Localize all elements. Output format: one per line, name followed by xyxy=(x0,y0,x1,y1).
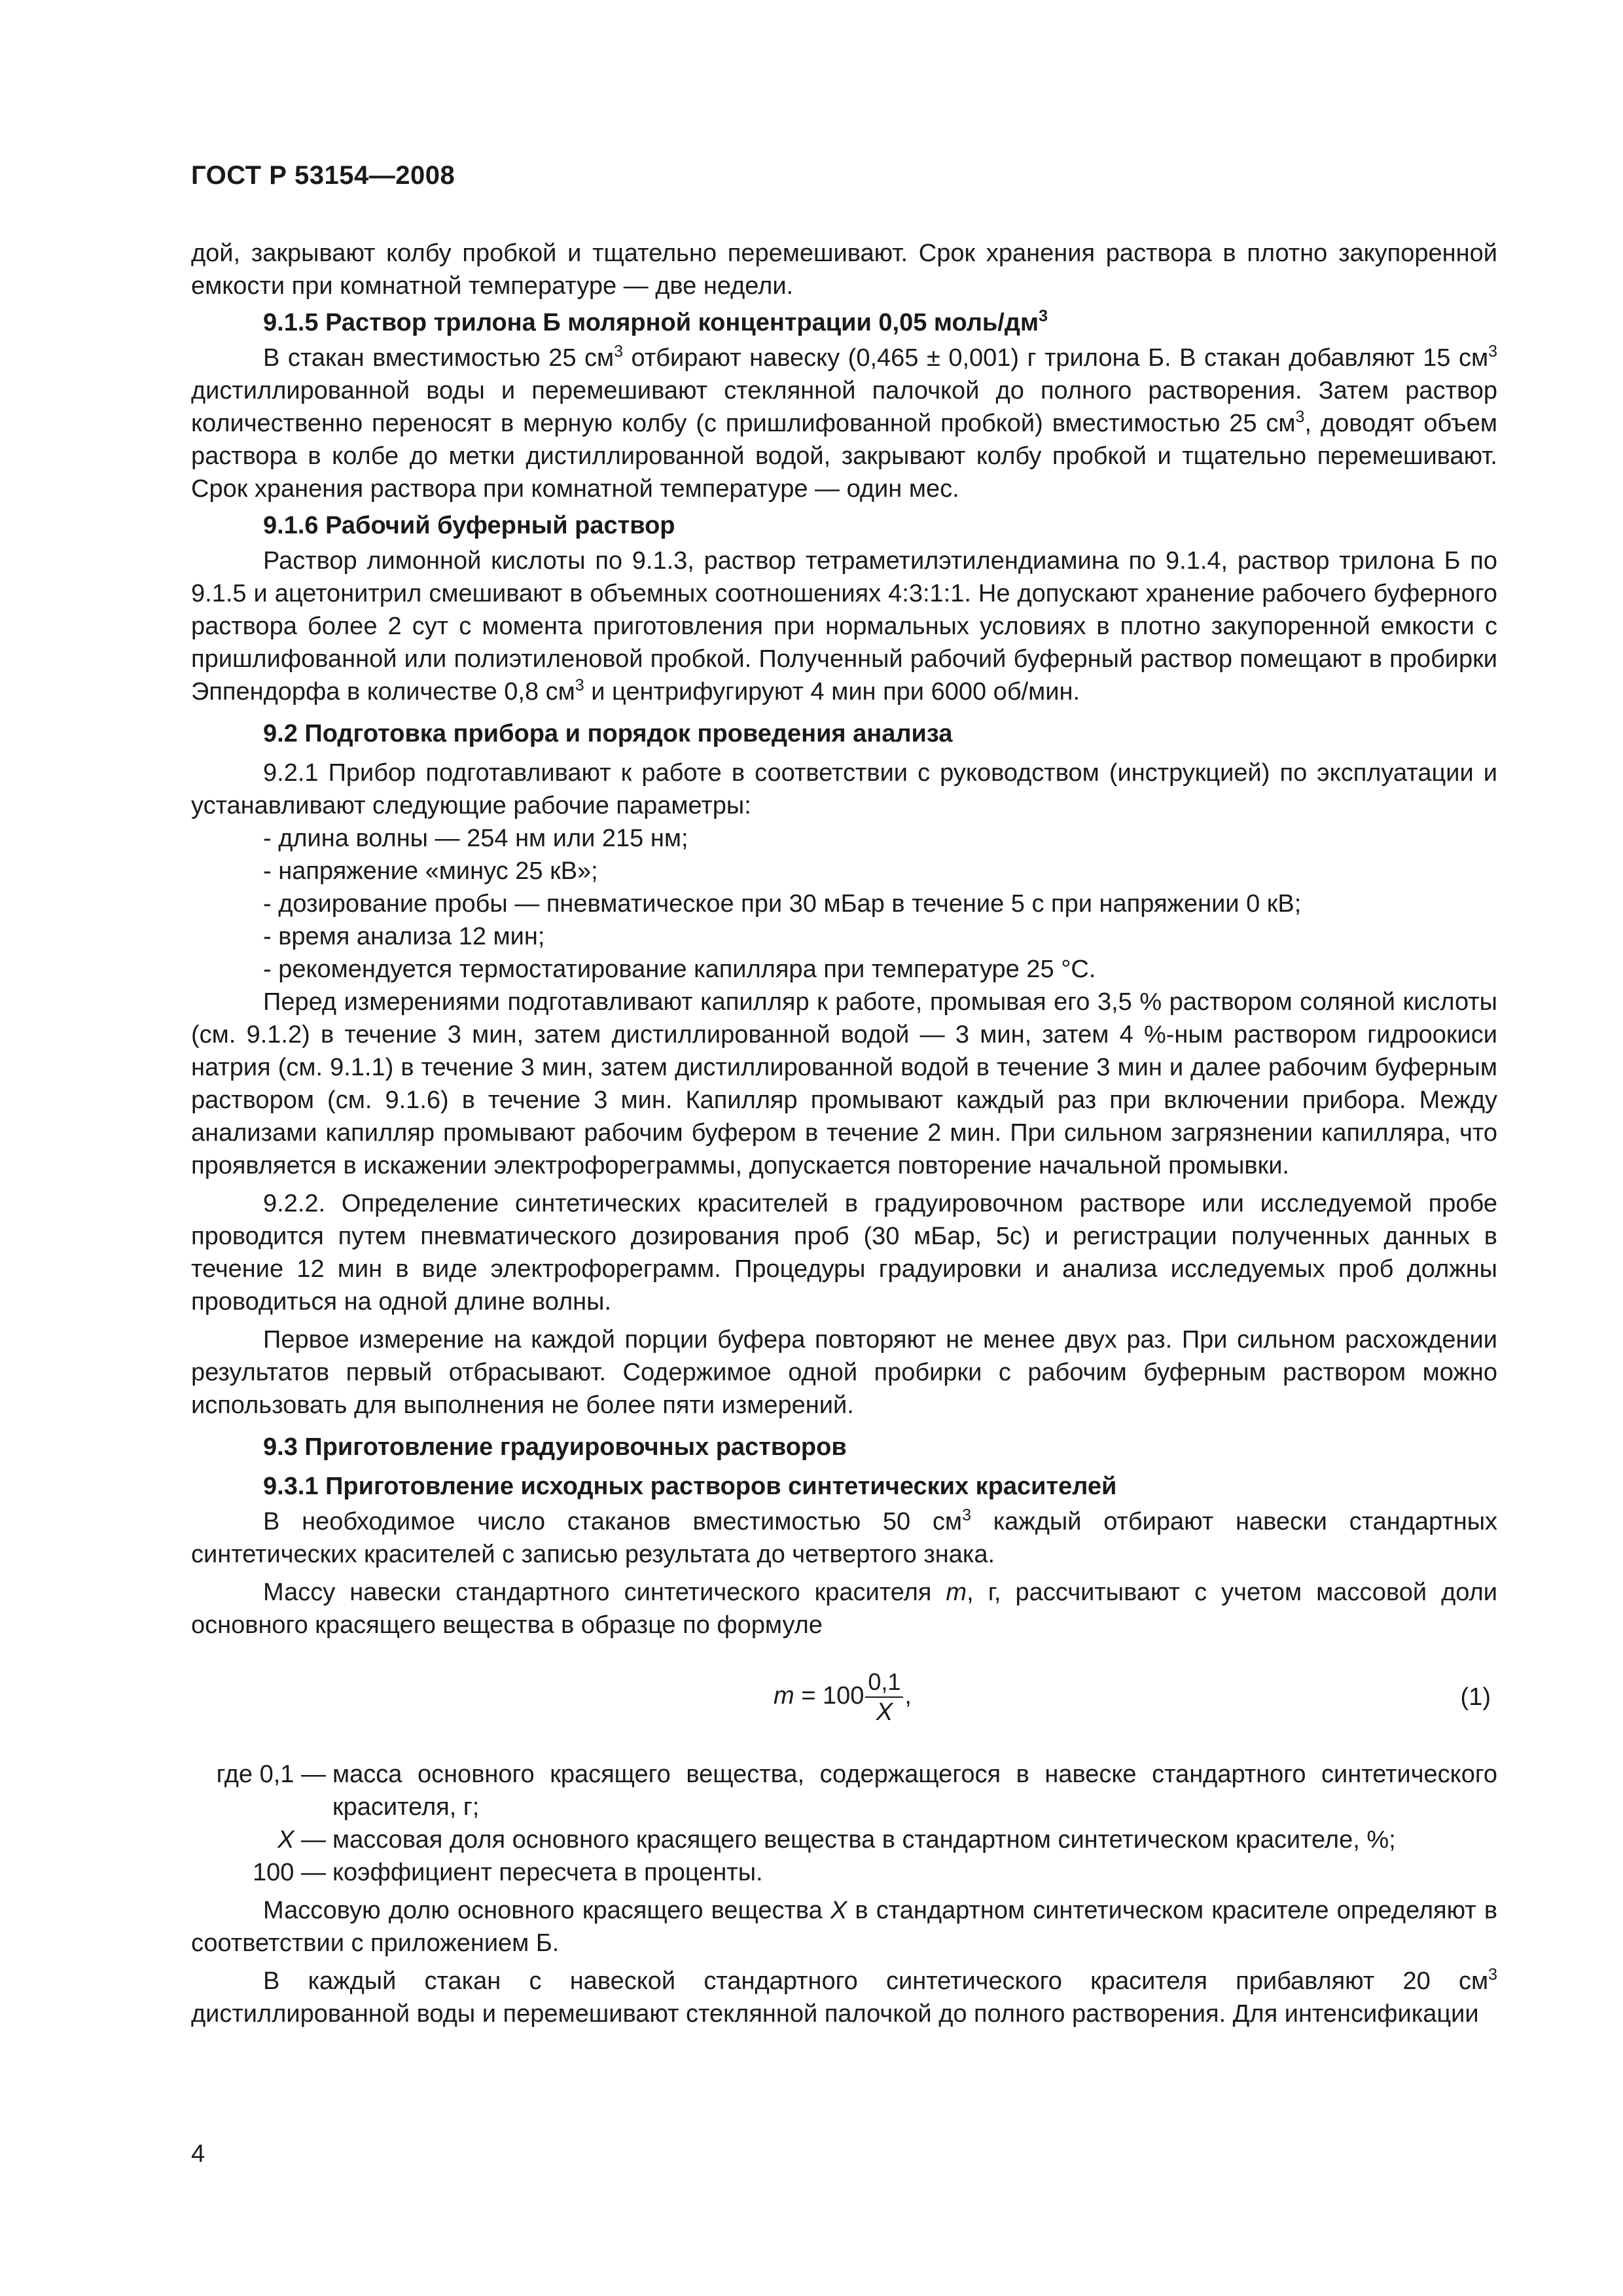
definition-row xyxy=(191,1856,1497,1889)
p916-a: Раствор лимонной кислоты по 9.1.3, раствор тетраметилэтилендиамина по 9.1.4, раствор трилона Б по 9.1.5 и ацетонитрил смешивают в объемных соотношениях 4:3:1:1. Не допускают хранение рабочего буферного раствора более 2 сут с момента приготовления при нормальных условиях в плотно закупоренной емкости с пришлифованной или полиэтиленовой пробкой. Полученный рабочий буферный раствор помещают в пробирки Эппендорфа в количестве 0,8 см xyxy=(191,547,1497,706)
definition-where: где xyxy=(216,1761,253,1788)
p931-b: каждый отбирают навески стандартных синтетических красителей с записью результата до четвертого знака. xyxy=(191,1508,1498,1568)
definition-row xyxy=(191,1758,1497,1823)
parameter-list xyxy=(191,822,1497,986)
p-last-sup: 3 xyxy=(1488,1965,1497,1984)
document-body xyxy=(191,237,1497,2030)
p-mass-a: Массу навески стандартного синтетического красителя xyxy=(263,1579,946,1606)
heading-9-2: 9.2 Подготовка прибора и порядок проведения анализа xyxy=(263,720,953,747)
p915-a: В стакан вместимостью 25 см xyxy=(263,344,615,372)
p-mass-b: , г, рассчитывают с учетом массовой доли основного красящего вещества в образце по формуле xyxy=(191,1579,1497,1639)
p-massfrac-b: в стандартном синтетическом красителе определяют в соответствии с приложением Б. xyxy=(191,1897,1498,1957)
heading-9-1-5-sup: 3 xyxy=(1039,307,1048,325)
p916-b: и центрифугируют 4 мин при 6000 об/мин. xyxy=(584,678,1080,706)
formula-equals: = 100 xyxy=(794,1682,865,1710)
definition-row xyxy=(191,1823,1497,1856)
paragraph-9-2-1: 9.2.1 Прибор подготавливают к работе в соответствии с руководством (инструкцией) по эксплуатации и устанавливают следующие рабочие параметры: xyxy=(191,759,1497,819)
heading-9-1-6: 9.1.6 Рабочий буферный раствор xyxy=(263,512,675,539)
p931-a: В необходимое число стаканов вместимостью 50 см xyxy=(263,1508,963,1535)
p915-d: , доводят объем раствора в колбе до метки дистиллированной водой, закрывают колбу пробкой и тщательно перемешивают. Срок хранения раствора при комнатной температуре — один мес. xyxy=(191,410,1497,503)
page-number: 4 xyxy=(191,2140,205,2168)
list-item: - длина волны — 254 нм или 215 нм; xyxy=(263,825,688,852)
heading-9-3: 9.3 Приготовление градуировочных растворов xyxy=(263,1433,847,1461)
paragraph-mass-fraction xyxy=(191,1894,1497,1960)
p915-c: дистиллированной воды и перемешивают стеклянной палочкой до полного растворения. Затем раствор количественно переносят в мерную колбу (с пришлифованной пробкой) вместимостью 25 см xyxy=(191,377,1497,437)
list-item: - дозирование пробы — пневматическое при 30 мБар в течение 5 с при напряжении 0 кВ; xyxy=(263,890,1302,918)
paragraph-9-1-6 xyxy=(191,545,1497,708)
definition-text-2: массовая доля основного красящего вещества в стандартном синтетическом красителе, %; xyxy=(332,1826,1396,1854)
list-item: - напряжение «минус 25 кВ»; xyxy=(263,857,598,885)
p915-sup1: 3 xyxy=(614,342,624,361)
paragraph-dissolve xyxy=(191,1965,1497,2030)
formula-number: (1) xyxy=(1460,1683,1491,1711)
paragraph-mass-calc xyxy=(191,1576,1497,1641)
formula-fraction xyxy=(865,1668,903,1727)
p915-b: отбирают навеску (0,465 ± 0,001) г трилона Б. В стакан добавляют 15 см xyxy=(623,344,1489,372)
definitions-block xyxy=(191,1758,1497,1889)
p-last-a: В каждый стакан с навеской стандартного синтетического красителя прибавляют 20 см xyxy=(263,1967,1489,1995)
p916-sup: 3 xyxy=(575,676,584,694)
p-mass-var: m xyxy=(946,1579,967,1606)
standard-header: ГОСТ Р 53154—2008 xyxy=(191,161,455,190)
definition-text-3: коэффициент пересчета в проценты. xyxy=(332,1859,763,1886)
formula-expression xyxy=(774,1668,912,1727)
paragraph-continuation: дой, закрывают колбу пробкой и тщательно перемешивают. Срок хранения раствора в плотно закупоренной емкости при комнатной температуре — две недели. xyxy=(191,240,1497,300)
p915-sup3: 3 xyxy=(1295,408,1305,426)
paragraph-9-1-5 xyxy=(191,342,1497,505)
formula-trail: , xyxy=(904,1682,912,1710)
formula-lhs: m xyxy=(774,1682,794,1710)
definition-term-1: 0,1 — xyxy=(259,1761,326,1788)
paragraph-capillary-wash: Перед измерениями подготавливают капилляр к работе, промывая его 3,5 % раствором соляной кислоты (см. 9.1.2) в течение 3 мин, затем дистиллированной водой — 3 мин, затем 4 %-ным раствором гидроокиси натрия (см. 9.1.1) в течение 3 мин, затем дистиллированной водой в течение 3 мин и далее рабочим буферным раствором (см. 9.1.6) в течение 3 мин. Капилляр промывают каждый раз при включении прибора. Между анализами капилляр промывают рабочим буфером в течение 2 мин. При сильном загрязнении капилляра, что проявляется в искажении электрофореграммы, допускается повторение начальной промывки. xyxy=(191,988,1497,1179)
p931-sup: 3 xyxy=(962,1506,971,1524)
heading-9-3-1: 9.3.1 Приготовление исходных растворов синтетических красителей xyxy=(263,1473,1117,1500)
paragraph-first-measurement: Первое измерение на каждой порции буфера повторяют не менее двух раз. При сильном расхождении результатов первый отбрасывают. Содержимое одной пробирки с рабочим буферным раствором можно использовать для выполнения не более пяти измерений. xyxy=(191,1326,1497,1419)
p915-sup2: 3 xyxy=(1488,342,1497,361)
p-massfrac-var: X xyxy=(830,1897,847,1924)
paragraph-9-2-2: 9.2.2. Определение синтетических красителей в градуировочном растворе или исследуемой пробе проводится путем пневматического дозирования проб (30 мБар, 5с) и регистрации полученных данных в течение 12 мин в виде электрофореграмм. Процедуры градуировки и анализа исследуемых проб должны проводиться на одной длине волны. xyxy=(191,1190,1497,1316)
list-item: - время анализа 12 мин; xyxy=(263,923,545,950)
p-massfrac-a: Массовую долю основного красящего вещества xyxy=(263,1897,830,1924)
formula-denominator: X xyxy=(876,1698,893,1726)
heading-9-1-5 xyxy=(191,306,1497,339)
definition-term-3: 100 — xyxy=(253,1859,326,1886)
definition-term-2: X — xyxy=(277,1826,326,1854)
definition-term xyxy=(191,1758,326,1791)
formula-1 xyxy=(191,1653,1497,1742)
definition-text-1: масса основного красящего вещества, содержащегося в навеске стандартного синтетического красителя, г; xyxy=(332,1761,1497,1821)
heading-9-1-5-text: 9.1.5 Раствор трилона Б молярной концентрации 0,05 моль/дм xyxy=(263,309,1039,336)
list-item: - рекомендуется термостатирование капилляра при температуре 25 °С. xyxy=(263,956,1096,983)
p-last-b: дистиллированной воды и перемешивают стеклянной палочкой до полного растворения. Для интенсификации xyxy=(191,2000,1479,2028)
paragraph-9-3-1 xyxy=(191,1505,1497,1571)
formula-numerator: 0,1 xyxy=(865,1668,903,1698)
